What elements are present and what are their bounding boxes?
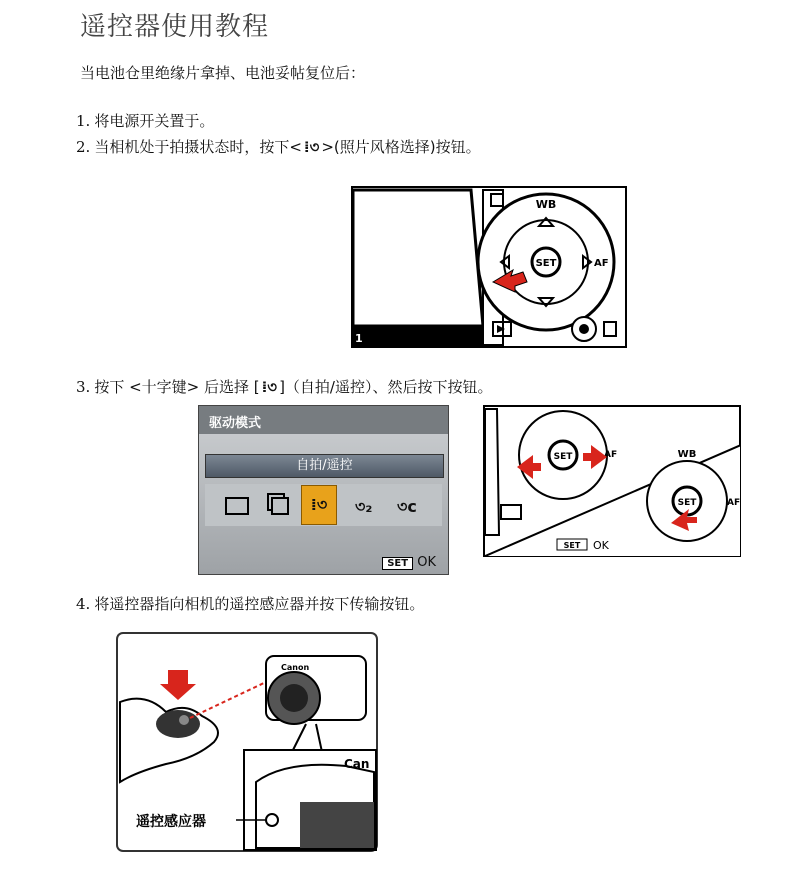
step-text: 当相机处于拍摄状态时，按下< <box>94 138 302 156</box>
self-timer-symbol: ⁞৩ <box>261 378 278 396</box>
dial-set-key: SET <box>563 541 581 550</box>
dial2-wb-label: WB <box>677 449 697 460</box>
af-label: AF <box>594 258 609 269</box>
step-2 <box>76 136 481 161</box>
step-text-tail: ]（自拍/遥控）、然后按下按钮。 <box>279 378 493 396</box>
ok-hint <box>382 555 436 570</box>
self-timer-continuous-icon: ৩c <box>397 497 417 516</box>
corner-digit: 1 <box>355 332 363 345</box>
step-text-tail: >(照片风格选择)按钮。 <box>321 138 481 156</box>
step-text: 将电源开关置于。 <box>94 112 215 130</box>
wb-label: WB <box>535 198 557 211</box>
page-title: 遥控器使用教程 <box>80 12 270 42</box>
self-timer-2-icon: ৩₂ <box>355 497 373 516</box>
step-number: 2. <box>76 138 91 156</box>
figure-camera-back <box>351 186 627 348</box>
mode-icons-row <box>205 484 442 526</box>
step-number: 3. <box>76 378 91 396</box>
dial2-af-label: AF <box>727 498 741 508</box>
ok-label: OK <box>417 555 436 570</box>
camera-brand-closeup: Can <box>344 757 370 771</box>
camera-brand: Canon <box>281 663 310 672</box>
single-shot-icon <box>225 497 249 515</box>
step-number: 1. <box>76 112 91 130</box>
figure-dial-sequence <box>483 405 741 557</box>
step-4 <box>76 593 424 614</box>
dial-ok-label: OK <box>593 539 609 552</box>
dial2-set-label: SET <box>677 498 697 508</box>
figure-drive-mode-menu <box>198 405 449 575</box>
step-1 <box>76 110 214 131</box>
self-timer-symbol: ⁞৩ <box>303 138 320 156</box>
figure-remote-usage <box>116 632 378 852</box>
set-button-label: SET <box>535 258 557 269</box>
step-3 <box>76 376 492 401</box>
step-text: 按下 <十字键> 后选择 [ <box>94 378 260 396</box>
menu-title: 驱动模式 <box>209 416 262 431</box>
step-number: 4. <box>76 595 91 613</box>
dial1-set-label: SET <box>553 452 573 462</box>
set-key-label: SET <box>382 557 413 570</box>
self-timer-remote-icon: ⁞৩ <box>301 485 337 525</box>
dial1-af-label: AF <box>604 450 618 460</box>
intro-text: 当电池仓里绝缘片拿掉、电池妥帖复位后： <box>80 64 366 82</box>
remote-sensor-label: 遥控感应器 <box>136 814 206 830</box>
step-text: 将遥控器指向相机的遥控感应器并按下传输按钮。 <box>94 595 425 613</box>
selected-mode-label: 自拍/遥控 <box>205 454 444 478</box>
